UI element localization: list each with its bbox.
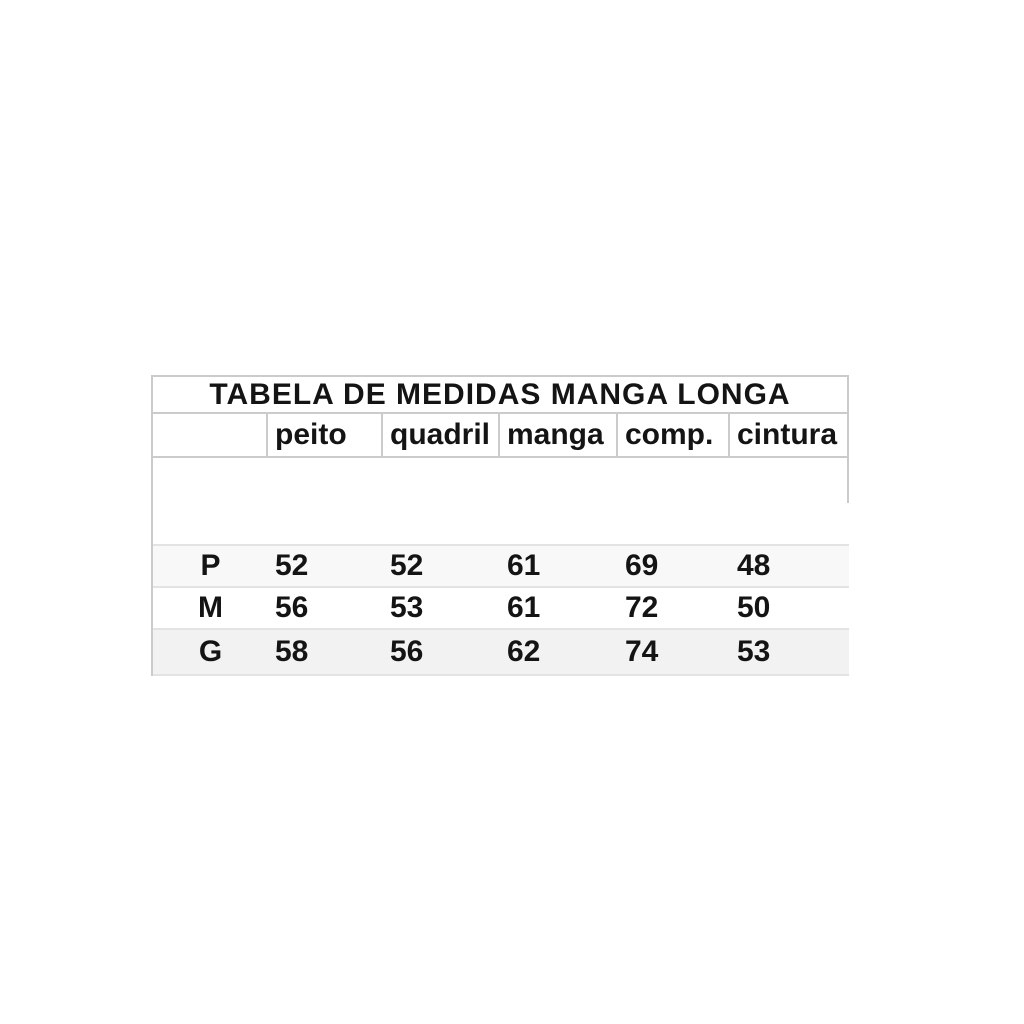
cell-m-cintura: 50 [737,591,771,624]
cell-m-comp: 72 [625,591,659,624]
cell-p-comp: 69 [625,549,659,582]
table-row-m [153,588,849,630]
table-header-row [153,414,849,458]
table-title: TABELA DE MEDIDAS MANGA LONGA [209,377,791,411]
cell-g-quadril: 56 [390,635,424,668]
table-row-g [153,630,849,676]
cell-g-peito: 58 [275,635,309,668]
cell-p-quadril: 52 [390,549,424,582]
header-cell-quadril: quadril [383,414,500,456]
cell-p-cintura: 48 [737,549,771,582]
cell-m-quadril: 53 [390,591,424,624]
cell-g-cintura: 53 [737,635,771,668]
table-title-row [153,375,849,414]
spacer-right-border-segment [847,458,849,503]
header-cell-cintura: cintura [730,414,849,456]
cell-g-comp: 74 [625,635,659,668]
row-label-g: G [198,635,223,668]
header-cell-manga: manga [500,414,618,456]
table-spacer-row [153,458,849,546]
header-cell-corner [153,414,268,456]
cell-p-manga: 61 [507,549,541,582]
header-cell-peito: peito [268,414,383,456]
row-label-m: M [198,591,223,624]
row-label-p: P [200,549,221,582]
size-chart-table [151,375,849,676]
cell-p-peito: 52 [275,549,309,582]
table-row-p [153,546,849,588]
cell-m-peito: 56 [275,591,309,624]
cell-g-manga: 62 [507,635,541,668]
header-cell-comp: comp. [618,414,730,456]
cell-m-manga: 61 [507,591,541,624]
